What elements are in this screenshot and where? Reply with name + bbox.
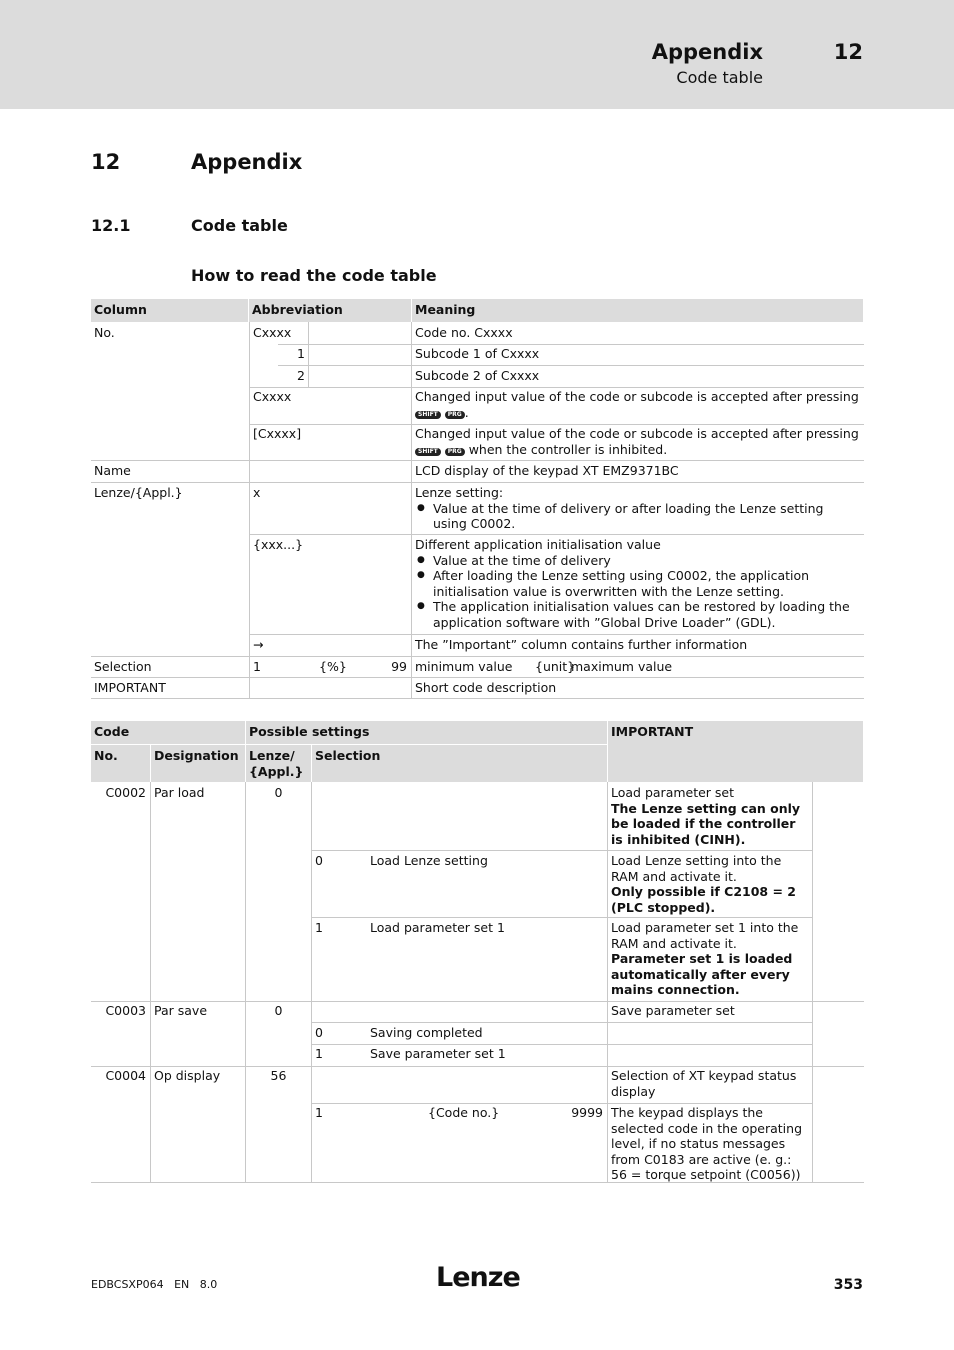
option-label: Load parameter set 1 (370, 920, 505, 935)
legend-code-meaning: Code no. Cxxxx (415, 325, 513, 340)
lenze-logo: Lenze (436, 1262, 520, 1293)
selection-header: Selection (312, 745, 607, 782)
important-note: The Lenze setting can only be loaded if the controller is inhibited (CINH). (611, 800, 801, 847)
lenze-header-line1: Lenze/ (249, 748, 295, 763)
legend-lenze-xxx-bullet: ● After loading the Lenze setting using C0002, the application initialisation value is overwritten with the Lenze setting. (415, 568, 860, 599)
lenze-header-line2: {Appl.} (249, 763, 304, 779)
page-header (0, 0, 954, 109)
legend-selection-meaning-unit: {unit} (535, 659, 576, 674)
option-value: 0 (315, 853, 323, 868)
code-no: C0002 (105, 785, 146, 800)
legend-lenze-x-text: Lenze setting: (415, 485, 504, 500)
lenze-appl-header (246, 745, 311, 782)
code-header: Code (91, 721, 245, 744)
no-header: No. (91, 745, 150, 782)
code-designation: Par save (154, 1003, 208, 1018)
option-label: Save parameter set 1 (370, 1046, 506, 1061)
code-important: Save parameter set (611, 1003, 735, 1018)
important-text: Load Lenze setting into the RAM and activate it. (611, 853, 782, 884)
code-no: C0004 (105, 1068, 146, 1083)
option-important (608, 917, 812, 1001)
page-number: 353 (833, 1277, 863, 1293)
legend-subcode1-abbr: 1 (297, 346, 305, 361)
legend-no-label: No. (94, 325, 115, 340)
legend-subcode2-abbr: 2 (297, 368, 305, 383)
code-lenze: 56 (270, 1068, 287, 1083)
legend-header-abbreviation: Abbreviation (249, 299, 411, 322)
code-designation: Op display (154, 1068, 221, 1083)
code-important (608, 782, 812, 850)
shift-key-icon: SHIFT (415, 411, 441, 419)
legend-lenze-xxx-bullet: ● Value at the time of delivery (415, 553, 860, 569)
legend-selection-unit: {%} (319, 659, 347, 674)
option-value: 0 (315, 1025, 323, 1040)
prg-key-icon: PRG (445, 411, 465, 419)
document-id: EDBCSXP064 EN 8.0 (91, 1278, 218, 1291)
header-title: Appendix (651, 40, 763, 64)
legend-code-accept-text: Changed input value of the code or subcode is accepted after pressing (415, 389, 859, 404)
legend-selection-label: Selection (94, 659, 152, 674)
section-number: 12 (91, 150, 121, 174)
legend-lenze-x: x (253, 485, 261, 500)
legend-lenze-x-meaning (412, 482, 863, 535)
legend-subcode2-meaning: Subcode 2 of Cxxxx (415, 368, 540, 383)
legend-lenze-xxx-text: Different application initialisation value (415, 537, 661, 552)
legend-code-abbr: Cxxxx (253, 325, 292, 340)
legend-subcode1-meaning: Subcode 1 of Cxxxx (415, 346, 540, 361)
legend-arrow-meaning: The ”Important” column contains further information (415, 637, 748, 652)
legend-lenze-xxx-bullet: ● The application initialisation values can be restored by loading the application software with ”Global Drive Loader” (GDL). (415, 599, 860, 630)
legend-selection-meaning-max: maximum value (571, 659, 673, 674)
legend-name-label: Name (94, 463, 131, 478)
subsection-number: 12.1 (91, 216, 131, 235)
legend-selection-meaning-min: minimum value (415, 659, 513, 674)
range-max: 9999 (571, 1105, 603, 1120)
important-note: Parameter set 1 is loaded automatically after every mains connection. (611, 951, 793, 997)
legend-code-accept-meaning: Changed input value of the code or subcode is accepted after pressing SHIFT PRG . (415, 389, 859, 420)
legend-header-meaning: Meaning (412, 299, 863, 322)
code-important: Selection of XT keypad status display (611, 1068, 797, 1099)
possible-settings-header: Possible settings (246, 721, 607, 744)
option-label: Load Lenze setting (370, 853, 488, 868)
legend-header-column: Column (91, 299, 248, 322)
legend-bracket-tail: when the controller is inhibited. (468, 441, 668, 457)
legend-bracket-text: Changed input value of the code or subcode is accepted after pressing (415, 426, 859, 441)
legend-bracket-abbr: [Cxxxx] (253, 426, 302, 441)
designation-header: Designation (151, 745, 245, 782)
code-lenze: 0 (274, 1003, 283, 1018)
legend-lenze-xxx: {xxx...} (253, 537, 304, 552)
prg-key-icon: PRG (445, 448, 465, 456)
legend-bracket-meaning (412, 423, 863, 460)
range-important: The keypad displays the selected code in the operating level, if no status messages from C0183 are active (e. g.: 56 = torque setpoint (C0056)) (611, 1105, 803, 1182)
option-important (608, 850, 812, 918)
legend-selection-max: 99 (391, 659, 407, 674)
legend-name-meaning: LCD display of the keypad XT EMZ9371BC (415, 463, 679, 478)
legend-lenze-x-bullet: ● Value at the time of delivery or after loading the Lenze setting using C0002. (415, 501, 860, 532)
shift-key-icon: SHIFT (415, 448, 441, 456)
legend-important-label: IMPORTANT (94, 680, 166, 695)
subsection-title: Code table (191, 216, 288, 235)
range-unit: {Code no.} (428, 1105, 500, 1120)
code-designation: Par load (154, 785, 205, 800)
option-label: Saving completed (370, 1025, 483, 1040)
howto-heading: How to read the code table (191, 266, 437, 285)
header-chapter-number: 12 (833, 40, 863, 64)
important-text: Load parameter set 1 into the RAM and activate it. (611, 920, 799, 951)
section-title: Appendix (191, 150, 303, 174)
legend-selection-min: 1 (253, 659, 261, 674)
arrow-icon: → (253, 637, 264, 652)
code-no: C0003 (105, 1003, 146, 1018)
important-note: Only possible if C2108 = 2 (PLC stopped). (611, 884, 796, 915)
option-value: 1 (315, 1046, 323, 1061)
important-text: Load parameter set (611, 785, 735, 800)
range-min: 1 (315, 1105, 323, 1120)
legend-lenze-label: Lenze/{Appl.} (94, 485, 183, 500)
code-lenze: 0 (274, 785, 283, 800)
important-header: IMPORTANT (608, 721, 863, 782)
option-value: 1 (315, 920, 323, 935)
legend-lenze-xxx-meaning (412, 534, 863, 633)
header-subtitle: Code table (676, 68, 763, 87)
legend-important-meaning: Short code description (415, 680, 557, 695)
legend-code-accept-abbr: Cxxxx (253, 389, 292, 404)
